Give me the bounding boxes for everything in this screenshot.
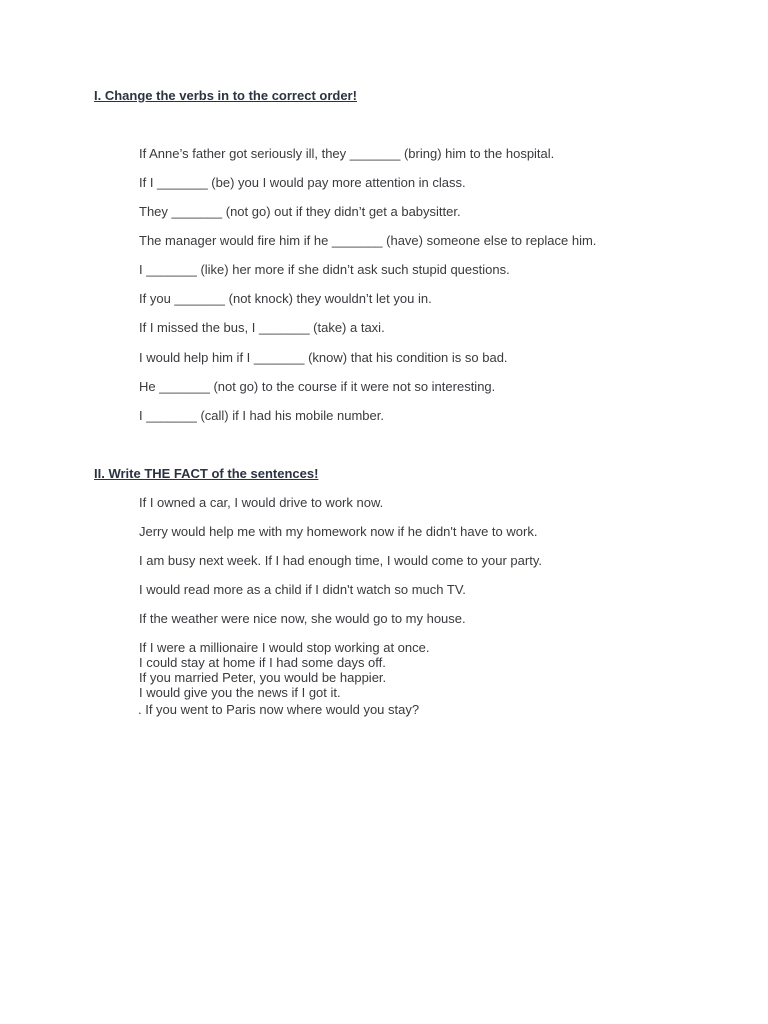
item-text: If Anne’s father got seriously ill, they _______ (bring) him to the hospital. [139, 146, 555, 161]
item-text: Jerry would help me with my homework now if he didn't have to work. [139, 524, 538, 539]
section-2-heading: II. Write THE FACT of the sentences! [94, 466, 319, 481]
item-text: I would help him if I _______ (know) that his condition is so bad. [139, 350, 508, 365]
item-text: They _______ (not go) out if they didn’t get a babysitter. [139, 204, 461, 219]
item-text: I could stay at home if I had some days off. [139, 655, 386, 670]
item-text: . If you went to Paris now where would you stay? [138, 702, 420, 717]
item-text: He _______ (not go) to the course if it were not so interesting. [139, 379, 496, 394]
item-text: If I owned a car, I would drive to work now. [139, 495, 384, 510]
item-text: I _______ (call) if I had his mobile number. [139, 408, 384, 423]
item-text: If I _______ (be) you I would pay more attention in class. [139, 175, 466, 190]
item-text: If I missed the bus, I _______ (take) a taxi. [139, 320, 385, 335]
item-text: If the weather were nice now, she would go to my house. [139, 611, 466, 626]
item-text: I would read more as a child if I didn't watch so much TV. [139, 582, 466, 597]
item-text: I am busy next week. If I had enough time, I would come to your party. [139, 553, 542, 568]
item-text: I _______ (like) her more if she didn’t ask such stupid questions. [139, 262, 510, 277]
item-text: The manager would fire him if he _______ (have) someone else to replace him. [139, 233, 597, 248]
item-text: If you married Peter, you would be happier. [139, 670, 387, 685]
section-1-heading: I. Change the verbs in to the correct order! [94, 88, 357, 103]
item-text: If you _______ (not knock) they wouldn’t let you in. [139, 291, 432, 306]
item-text: I would give you the news if I got it. [139, 685, 341, 700]
item-text: If I were a millionaire I would stop working at once. [139, 640, 430, 655]
